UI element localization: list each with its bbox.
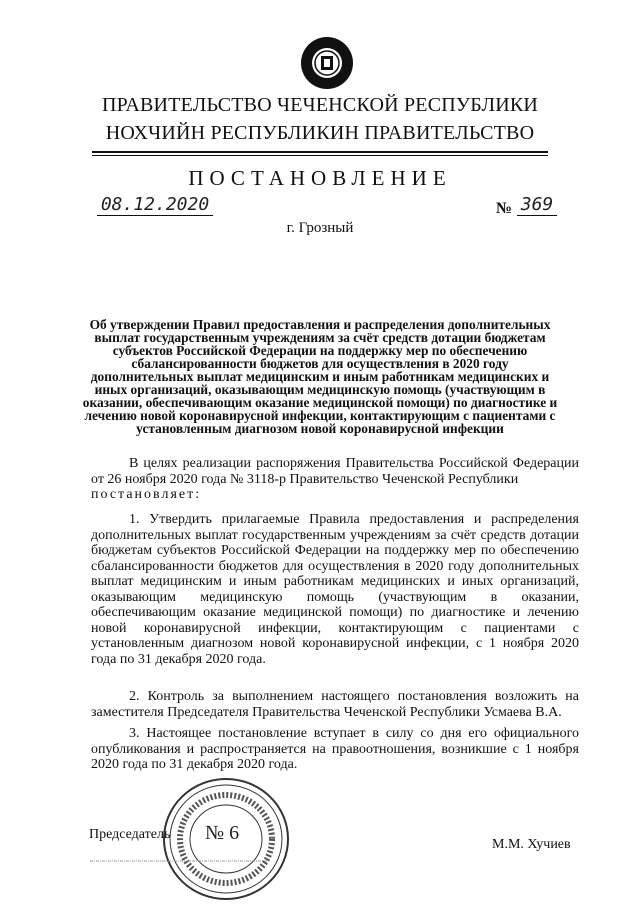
- intro-text: В целях реализации распоряжения Правительства Российской Федерации от 26 ноября 2020 года № 3118-р Правительство Чеченской Республики: [91, 456, 579, 487]
- header-rule-thick: [92, 151, 548, 153]
- emblem-icon: [300, 36, 354, 90]
- signatory-name: М.М. Хучиев: [492, 837, 571, 852]
- city: г. Грозный: [286, 220, 354, 236]
- seal-number: № 6: [205, 822, 240, 844]
- number-label: №: [496, 200, 513, 217]
- clause-3: 3. Настоящее постановление вступает в силу со дня его официального опубликования и распространяется на правоотношения, возникшие с 1 ноября 2020 года по 31 декабря 2020 года.: [91, 726, 579, 772]
- document-type: ПОСТАНОВЛЕНИЕ: [188, 166, 452, 190]
- government-name-ru: ПРАВИТЕЛЬСТВО ЧЕЧЕНСКОЙ РЕСПУБЛИКИ: [101, 94, 539, 116]
- intro-paragraph: [91, 456, 579, 503]
- header-rule-thin: [92, 155, 548, 156]
- clause-1: 1. Утвердить прилагаемые Правила предоставления и распределения дополнительных выплат государственным учреждениям за счёт средств дотации бюджетам субъектов Российской Федерации на поддержку мер по обеспечению сбалансированности бюджетов для осуществления в 2020 году дополнительных выплат медицинским и иным работникам медицинских и иных организаций, оказывающим медицинскую помощь (участвующим в оказании, обеспечивающим оказание медицинской помощи) по диагностике и лечению новой коронавирусной инфекции, контактирующим с пациентами с установленным диагнозом новой коронавирусной инфекции, с 1 ноября 2020 года по 31 декабря 2020 года.: [91, 512, 579, 667]
- government-name-ce: НОХЧИЙН РЕСПУБЛИКИН ПРАВИТЕЛЬСТВО: [105, 122, 535, 144]
- document-number: 369: [517, 194, 557, 216]
- decree-word: постановляет:: [91, 487, 202, 502]
- document-title: Об утверждении Правил предоставления и распределения дополнительных выплат государственным учреждениям за счёт средств дотации бюджетам субъектов Российской Федерации на поддержку мер по обеспечению сбалансированности бюджетов для осуществления в 2020 году дополнительных выплат медицинским и иным работникам медицинских и иных организаций, оказывающим медицинскую помощь (участвующим в оказании, обеспечивающим оказание медицинской помощи) по диагностике и лечению новой коронавирусной инфекции, контактирующим с пациентами с установленным диагнозом новой коронавирусной инфекции: [82, 317, 558, 436]
- document-date: 08.12.2020: [97, 194, 213, 216]
- clause-2: 2. Контроль за выполнением настоящего постановления возложить на заместителя Председателя Правительства Чеченской Республики Усмаева В.А.: [91, 689, 579, 720]
- signatory-title: Председатель: [89, 827, 171, 842]
- footer-mark-icon: [90, 858, 270, 864]
